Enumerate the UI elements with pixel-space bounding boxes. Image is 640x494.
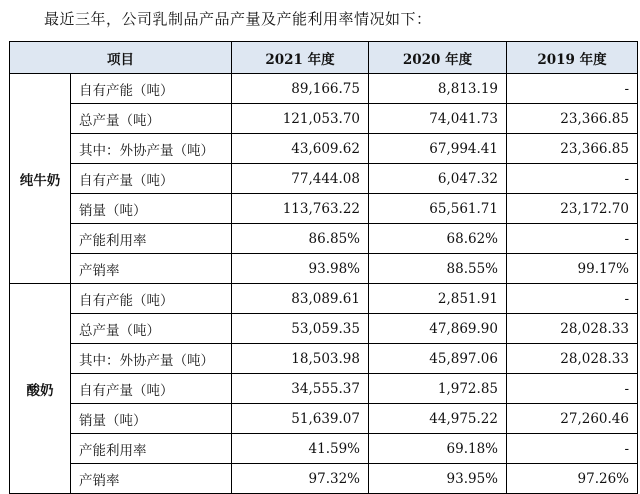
table-row xyxy=(10,254,638,284)
value-2021: 41.59% xyxy=(232,434,369,464)
value-2020: 67,994.41 xyxy=(369,134,507,164)
value-2020: 69.18% xyxy=(369,434,507,464)
production-table xyxy=(9,41,638,494)
value-2021: 18,503.98 xyxy=(232,344,369,374)
value-2019: - xyxy=(507,224,638,254)
value-2020: 45,897.06 xyxy=(369,344,507,374)
table-row xyxy=(10,104,638,134)
value-2021: 43,609.62 xyxy=(232,134,369,164)
value-2020: 6,047.32 xyxy=(369,164,507,194)
table-row xyxy=(10,194,638,224)
value-2020: 1,972.85 xyxy=(369,374,507,404)
value-2020: 65,561.71 xyxy=(369,194,507,224)
table-row xyxy=(10,224,638,254)
value-2019: 23,366.85 xyxy=(507,104,638,134)
intro-text: 最近三年，公司乳制品产品产量及产能利用率情况如下： xyxy=(44,10,432,28)
value-2021: 93.98% xyxy=(232,254,369,284)
value-2021: 51,639.07 xyxy=(232,404,369,434)
value-2020: 47,869.90 xyxy=(369,314,507,344)
table-row xyxy=(10,284,638,314)
value-2020: 88.55% xyxy=(369,254,507,284)
table-row xyxy=(10,404,638,434)
value-2019: 97.26% xyxy=(507,464,638,494)
value-2020: 2,851.91 xyxy=(369,284,507,314)
value-2020: 8,813.19 xyxy=(369,74,507,104)
row-item: 自有产量（吨） xyxy=(71,164,232,194)
value-2021: 89,166.75 xyxy=(232,74,369,104)
value-2019: 23,172.70 xyxy=(507,194,638,224)
table-row xyxy=(10,134,638,164)
row-item: 总产量（吨） xyxy=(71,104,232,134)
value-2021: 121,053.70 xyxy=(232,104,369,134)
value-2019: - xyxy=(507,164,638,194)
table-row xyxy=(10,344,638,374)
header-item: 项目 xyxy=(10,42,232,74)
value-2019: 28,028.33 xyxy=(507,314,638,344)
value-2021: 77,444.08 xyxy=(232,164,369,194)
row-item: 产销率 xyxy=(71,464,232,494)
row-item: 产销率 xyxy=(71,254,232,284)
table-header-row xyxy=(10,42,638,74)
value-2021: 34,555.37 xyxy=(232,374,369,404)
value-2019: 28,028.33 xyxy=(507,344,638,374)
value-2019: 99.17% xyxy=(507,254,638,284)
table-row xyxy=(10,314,638,344)
value-2019: - xyxy=(507,74,638,104)
row-item: 其中：外协产量（吨） xyxy=(71,344,232,374)
header-2020: 2020 年度 xyxy=(369,42,507,74)
category-cell: 纯牛奶 xyxy=(10,74,71,284)
row-item: 销量（吨） xyxy=(71,404,232,434)
row-item: 自有产能（吨） xyxy=(71,74,232,104)
value-2020: 68.62% xyxy=(369,224,507,254)
row-item: 总产量（吨） xyxy=(71,314,232,344)
row-item: 产能利用率 xyxy=(71,224,232,254)
value-2020: 93.95% xyxy=(369,464,507,494)
value-2021: 53,059.35 xyxy=(232,314,369,344)
table-row xyxy=(10,164,638,194)
value-2019: - xyxy=(507,374,638,404)
value-2019: - xyxy=(507,434,638,464)
value-2020: 44,975.22 xyxy=(369,404,507,434)
category-cell: 酸奶 xyxy=(10,284,71,494)
row-item: 销量（吨） xyxy=(71,194,232,224)
table-row xyxy=(10,434,638,464)
value-2021: 97.32% xyxy=(232,464,369,494)
value-2019: - xyxy=(507,284,638,314)
row-item: 产能利用率 xyxy=(71,434,232,464)
value-2021: 86.85% xyxy=(232,224,369,254)
header-2019: 2019 年度 xyxy=(507,42,638,74)
value-2021: 113,763.22 xyxy=(232,194,369,224)
table-row xyxy=(10,464,638,494)
row-item: 自有产能（吨） xyxy=(71,284,232,314)
value-2020: 74,041.73 xyxy=(369,104,507,134)
header-2021: 2021 年度 xyxy=(232,42,369,74)
table-row xyxy=(10,74,638,104)
value-2019: 23,366.85 xyxy=(507,134,638,164)
row-item: 自有产量（吨） xyxy=(71,374,232,404)
row-item: 其中：外协产量（吨） xyxy=(71,134,232,164)
value-2019: 27,260.46 xyxy=(507,404,638,434)
value-2021: 83,089.61 xyxy=(232,284,369,314)
table-row xyxy=(10,374,638,404)
